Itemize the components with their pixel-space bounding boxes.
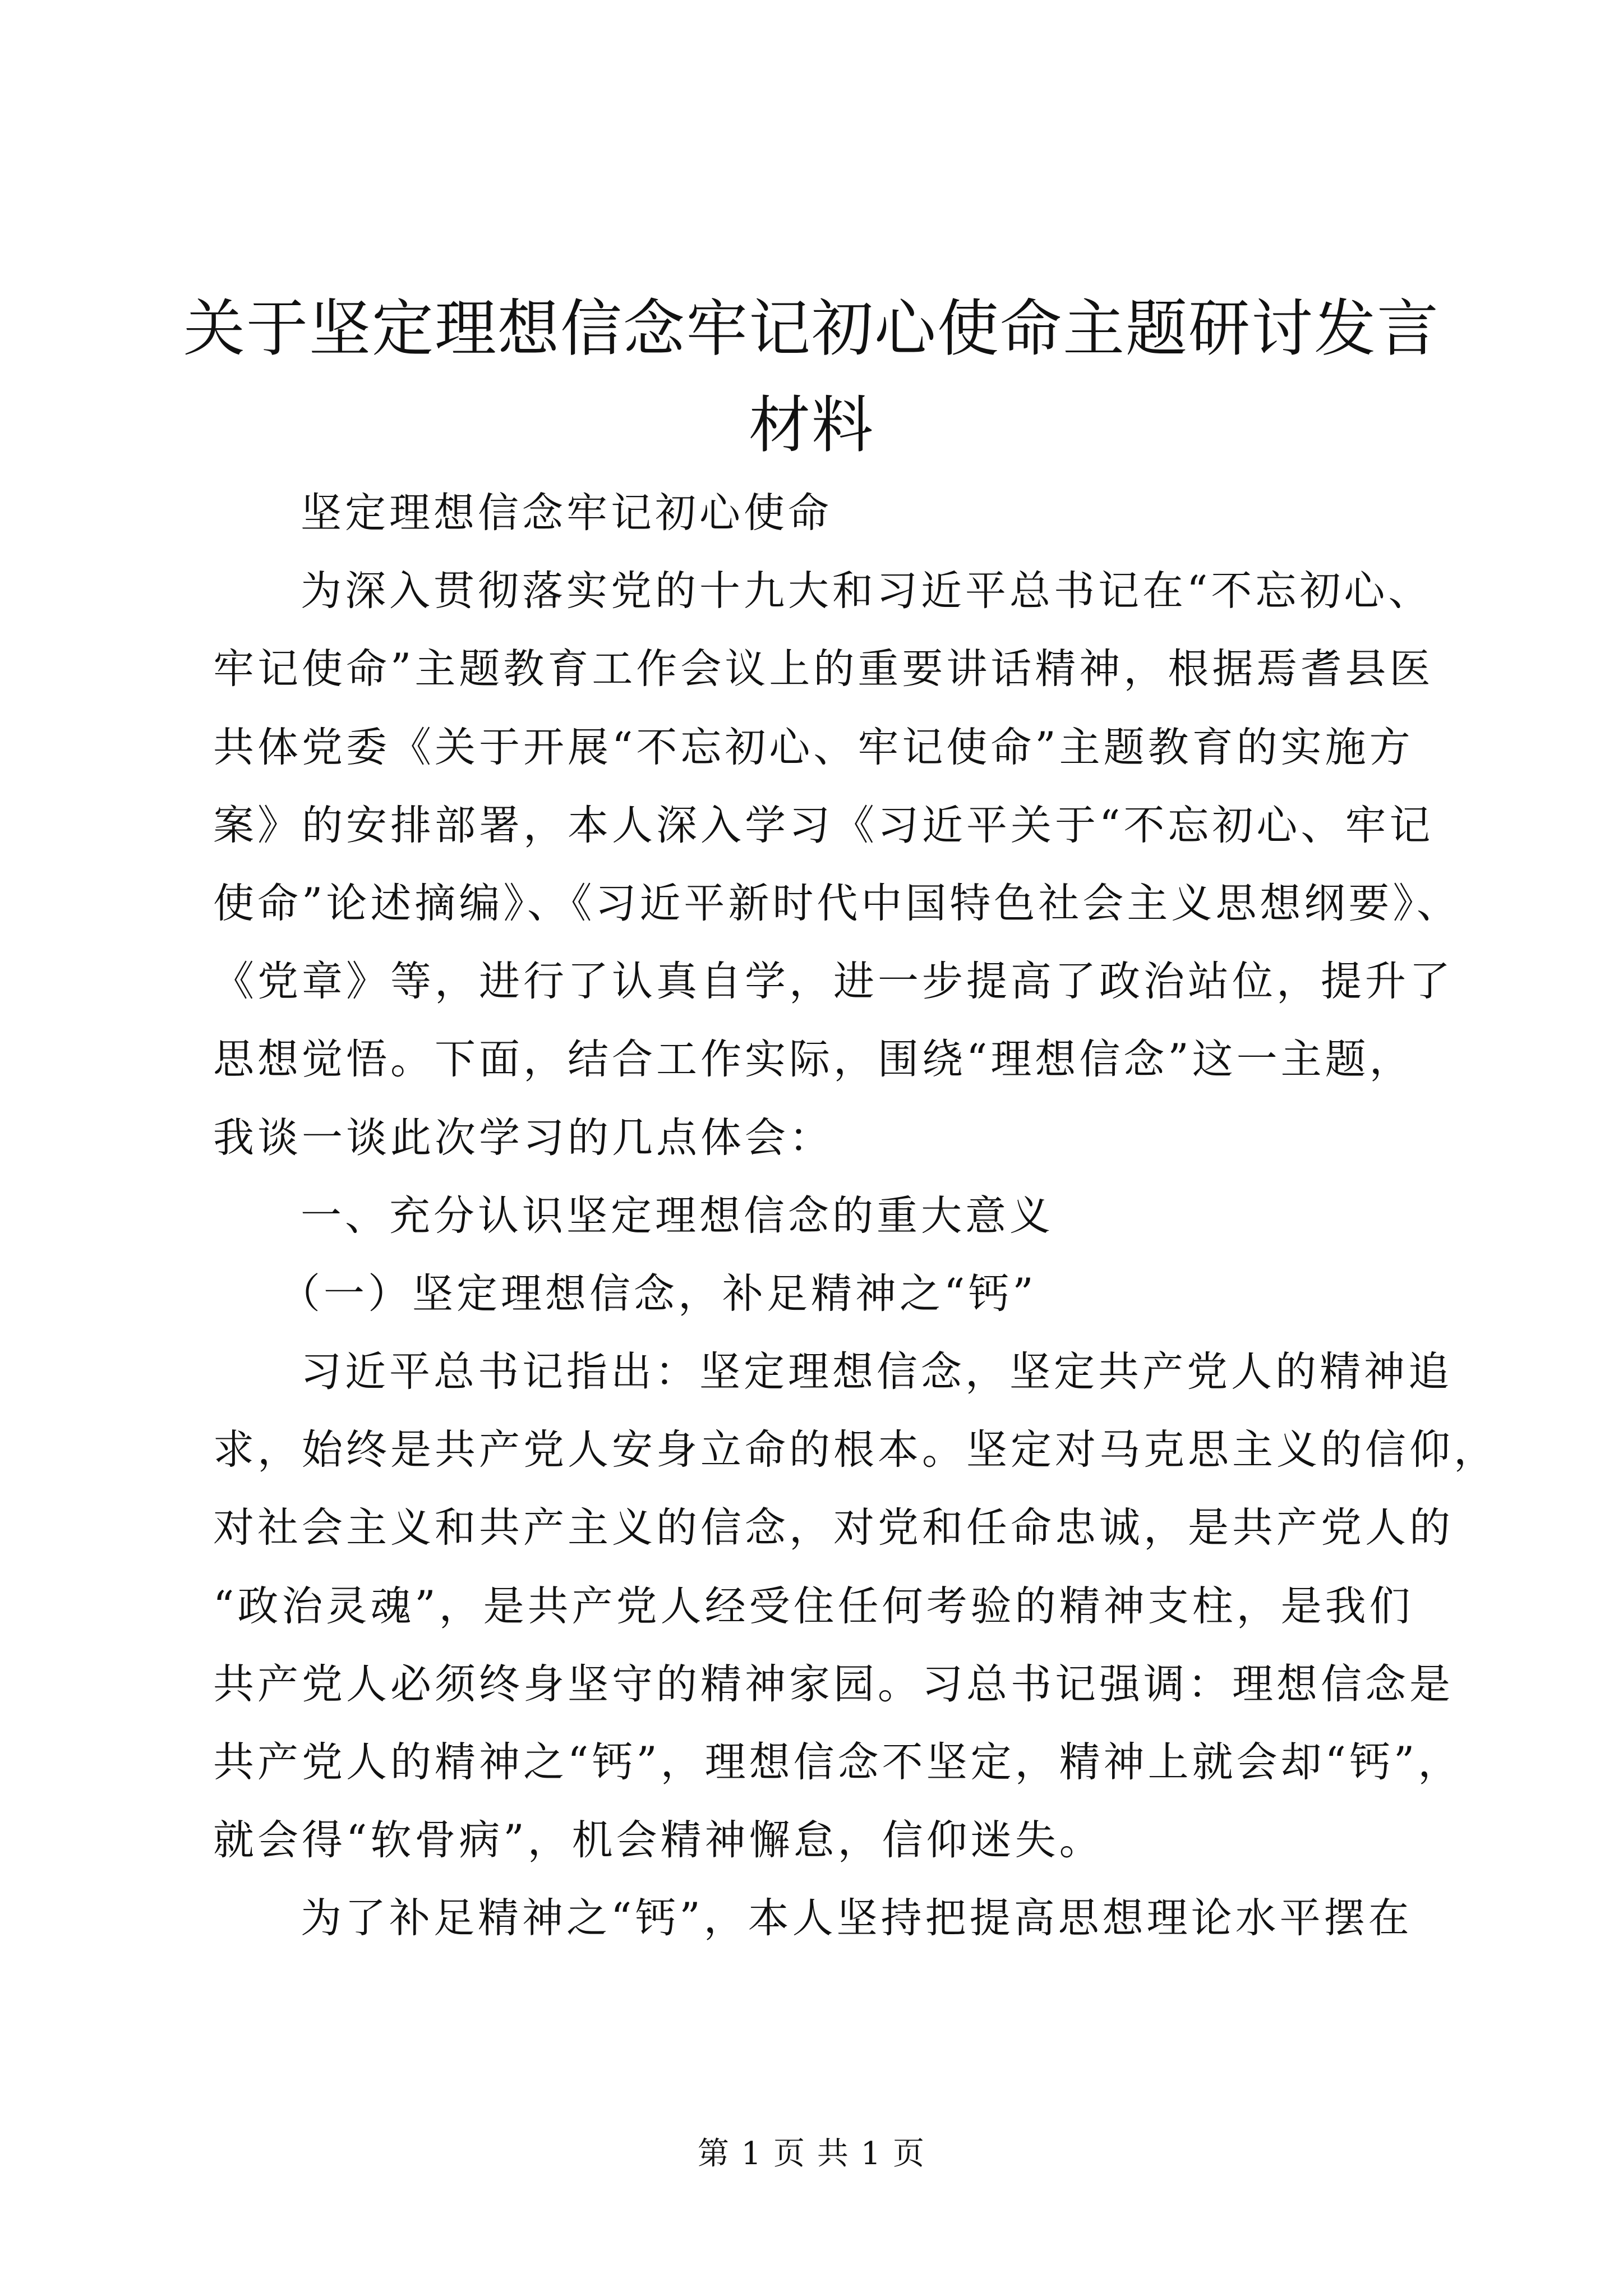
paragraph-line: 《党章》等，进行了认真自学，进一步提高了政治站位，提升了 <box>213 958 1454 1006</box>
title-line-2: 材料 <box>749 389 874 461</box>
paragraph-line: 求，始终是共产党人安身立命的根本。坚定对马克思主义的信仰， <box>213 1426 1498 1474</box>
section-heading: 一、充分认识坚定理想信念的重大意义 <box>301 1191 1054 1240</box>
paragraph-line: 共产党人必须终身坚守的精神家园。习总书记强调：理想信念是 <box>213 1660 1454 1708</box>
document-title <box>168 280 1455 473</box>
paragraph-line: 我谈一谈此次学习的几点体会： <box>213 1114 833 1162</box>
document-body <box>213 474 1503 1958</box>
subsection-heading: （一）坚定理想信念，补足精神之“钙” <box>279 1269 1037 1318</box>
paragraph-line: 习近平总书记指出：坚定理想信念，坚定共产党人的精神追 <box>301 1348 1453 1396</box>
paragraph-line: 思想觉悟。下面，结合工作实际，围绕“理想信念”这一主题， <box>213 1036 1414 1084</box>
subtitle-line: 坚定理想信念牢记初心使命 <box>301 489 832 537</box>
paragraph-line: 共体党委《关于开展“不忘初心、牢记使命”主题教育的实施方 <box>213 723 1414 771</box>
paragraph-line: 为深入贯彻落实党的十九大和习近平总书记在“不忘初心、 <box>301 567 1433 615</box>
paragraph-line: 为了补足精神之“钙”，本人坚持把提高思想理论水平摆在 <box>301 1894 1413 1943</box>
page-footer: 第 1 页 共 1 页 <box>697 2136 926 2172</box>
paragraph-line: 就会得“软骨病”，机会精神懈怠，信仰迷失。 <box>213 1816 1104 1865</box>
paragraph-line: 使命”论述摘编》、《习近平新时代中国特色社会主义思想纲要》、 <box>213 879 1461 927</box>
paragraph-line: 案》的安排部署，本人深入学习《习近平关于“不忘初心、牢记 <box>213 801 1434 849</box>
paragraph-line: 共产党人的精神之“钙”，理想信念不坚定，精神上就会却“钙”， <box>213 1738 1463 1786</box>
title-line-1: 关于坚定理想信念牢记初心使命主题研讨发言 <box>183 293 1440 365</box>
paragraph-line: 牢记使命”主题教育工作会议上的重要讲话精神，根据焉耆县医 <box>213 645 1434 693</box>
paragraph-line: “政治灵魂”，是共产党人经受住任何考验的精神支柱，是我们 <box>213 1582 1414 1630</box>
paragraph-line: 对社会主义和共产主义的信念，对党和任命忠诚，是共产党人的 <box>213 1504 1454 1552</box>
